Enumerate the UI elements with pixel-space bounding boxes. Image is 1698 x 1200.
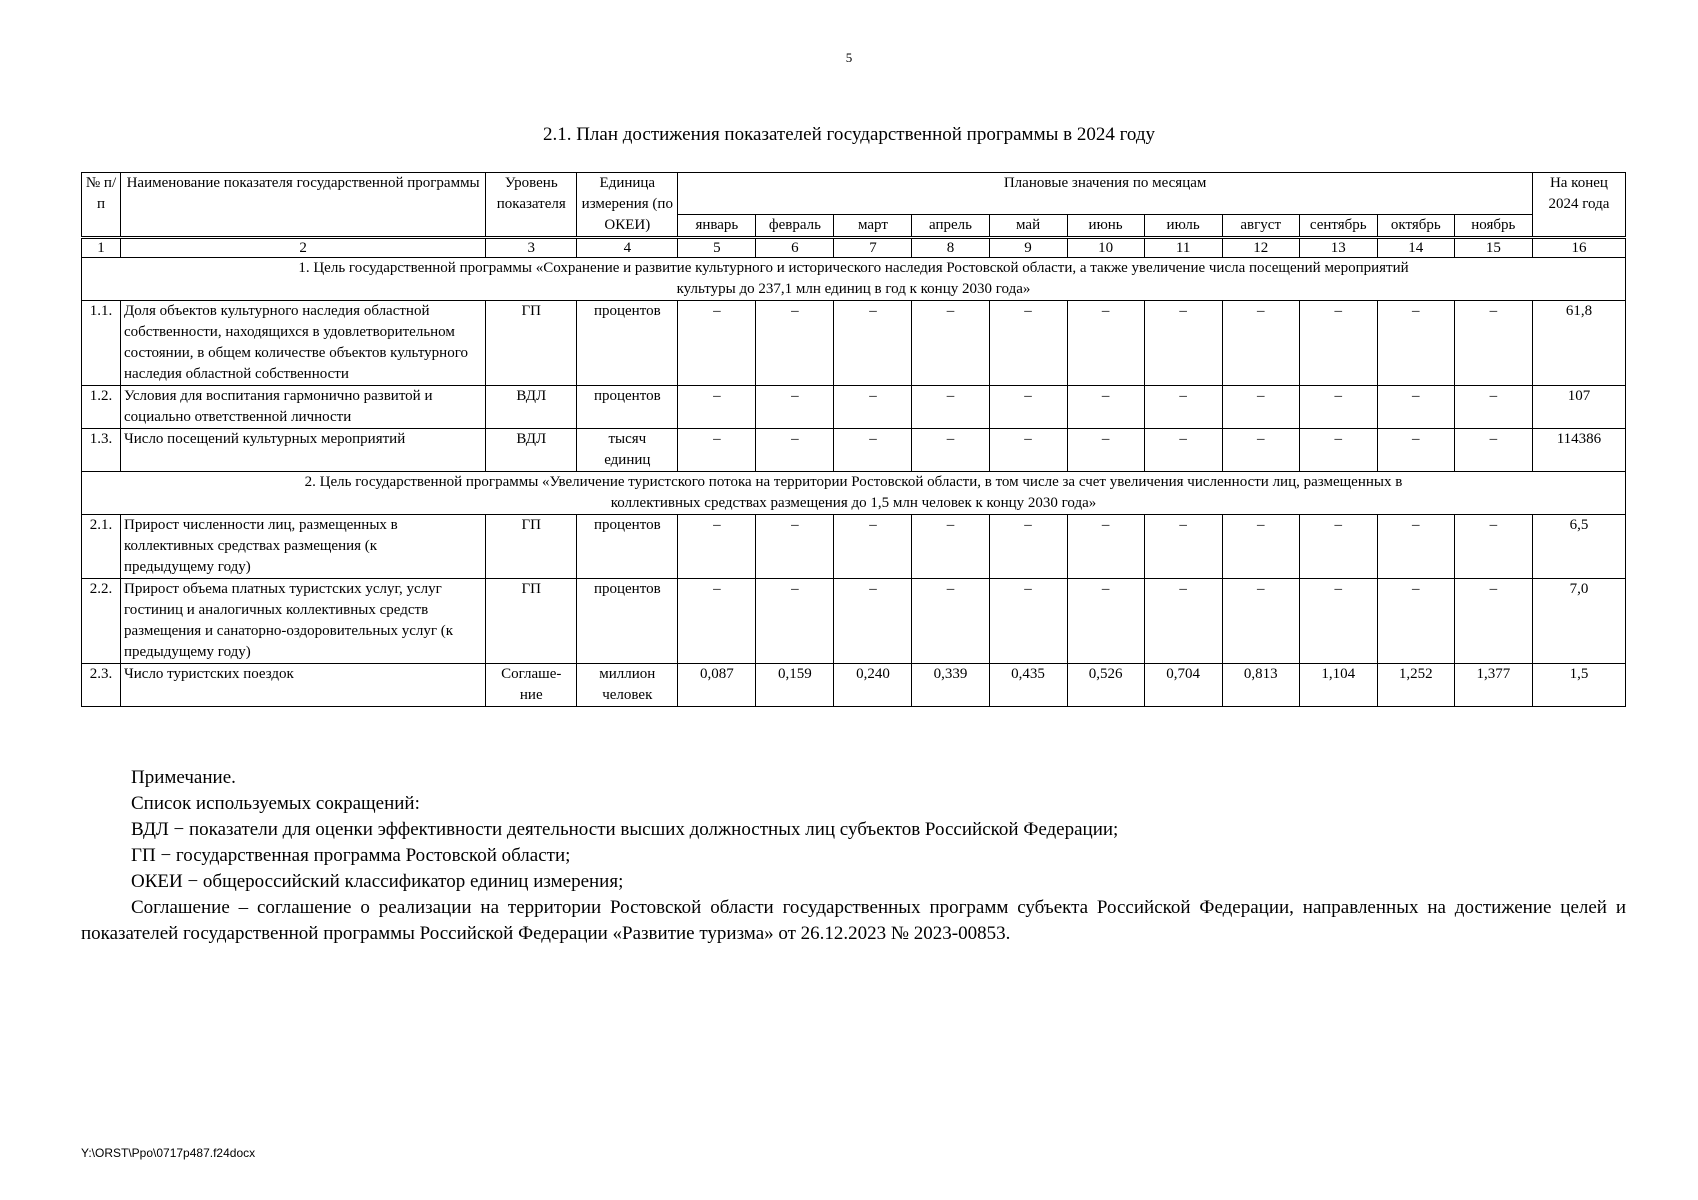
abbreviation-item: ГП − государственная программа Ростовской области; xyxy=(131,845,571,866)
indicator-name: Прирост численности лиц, размещенных в коллективных средствах размещения (к предыдущему году) xyxy=(121,515,486,579)
month-value: 1,252 xyxy=(1377,664,1454,707)
column-number: 1 xyxy=(82,238,121,258)
column-number: 8 xyxy=(912,238,989,258)
month-value: – xyxy=(1454,386,1532,429)
month-value: – xyxy=(756,429,834,472)
month-value: 0,240 xyxy=(834,664,912,707)
month-value: – xyxy=(1299,301,1377,386)
header-month: март xyxy=(834,215,912,238)
table-row xyxy=(82,386,1626,429)
column-number: 14 xyxy=(1377,238,1454,258)
column-number: 6 xyxy=(756,238,834,258)
month-value: – xyxy=(989,429,1067,472)
end-year-value: 7,0 xyxy=(1532,579,1625,664)
month-value: – xyxy=(1377,579,1454,664)
month-value: – xyxy=(834,386,912,429)
month-value: 0,087 xyxy=(678,664,756,707)
month-value: – xyxy=(1222,386,1299,429)
month-value: – xyxy=(1299,579,1377,664)
indicator-name: Прирост объема платных туристских услуг, услуг гостиниц и аналогичных коллективных средств размещения и санаторно-оздоровительных услуг (к предыдущему году) xyxy=(121,579,486,664)
month-value: – xyxy=(1067,429,1144,472)
indicator-unit: миллион человек xyxy=(577,664,678,707)
month-value: – xyxy=(989,515,1067,579)
month-value: – xyxy=(1144,429,1222,472)
month-value: – xyxy=(1222,515,1299,579)
month-value: – xyxy=(678,579,756,664)
month-value: – xyxy=(756,301,834,386)
column-number: 13 xyxy=(1299,238,1377,258)
end-year-value: 1,5 xyxy=(1532,664,1625,707)
month-value: – xyxy=(834,301,912,386)
table-row xyxy=(82,579,1626,664)
end-year-value: 61,8 xyxy=(1532,301,1625,386)
goal-row xyxy=(82,472,1626,515)
header-month: апрель xyxy=(912,215,989,238)
column-number: 12 xyxy=(1222,238,1299,258)
month-value: – xyxy=(1454,429,1532,472)
header-month: июнь xyxy=(1067,215,1144,238)
header-month: ноябрь xyxy=(1454,215,1532,238)
header-level: Уровень показателя xyxy=(486,173,577,238)
indicator-level: ГП xyxy=(486,579,577,664)
header-month: июль xyxy=(1144,215,1222,238)
indicator-unit: процентов xyxy=(577,579,678,664)
month-value: 0,813 xyxy=(1222,664,1299,707)
table-row xyxy=(82,515,1626,579)
column-number: 5 xyxy=(678,238,756,258)
month-value: – xyxy=(678,429,756,472)
month-value: – xyxy=(1144,301,1222,386)
column-number: 7 xyxy=(834,238,912,258)
goal-row xyxy=(82,258,1626,301)
month-value: – xyxy=(1377,301,1454,386)
header-month: август xyxy=(1222,215,1299,238)
header-row xyxy=(82,173,1626,215)
column-number: 4 xyxy=(577,238,678,258)
column-number: 16 xyxy=(1532,238,1625,258)
month-value: – xyxy=(1067,386,1144,429)
header-month: сентябрь xyxy=(1299,215,1377,238)
header-unit: Единица измерения (по ОКЕИ) xyxy=(577,173,678,238)
table-row xyxy=(82,301,1626,386)
indicator-level: ГП xyxy=(486,515,577,579)
indicator-level: Соглаше-ние xyxy=(486,664,577,707)
abbreviations-title: Список используемых сокращений: xyxy=(131,793,420,814)
row-number: 2.2. xyxy=(82,579,121,664)
column-number: 3 xyxy=(486,238,577,258)
month-value: – xyxy=(756,515,834,579)
month-value: 0,159 xyxy=(756,664,834,707)
month-value: – xyxy=(1454,301,1532,386)
month-value: – xyxy=(1299,515,1377,579)
abbreviation-item: ОКЕИ − общероссийский классификатор единиц измерения; xyxy=(131,871,624,892)
indicator-unit: тысяч единиц xyxy=(577,429,678,472)
row-number: 1.3. xyxy=(82,429,121,472)
indicator-level: ГП xyxy=(486,301,577,386)
header-num: № п/п xyxy=(82,173,121,238)
month-value: – xyxy=(1144,386,1222,429)
indicator-unit: процентов xyxy=(577,386,678,429)
month-value: – xyxy=(1377,515,1454,579)
month-value: 1,104 xyxy=(1299,664,1377,707)
month-value: – xyxy=(834,579,912,664)
goal-1: 1. Цель государственной программы «Сохранение и развитие культурного и исторического наследия Ростовской области, а также увеличение числа посещений мероприятий культуры до 237,1 млн единиц в год к концу 2030 года» xyxy=(82,258,1626,301)
month-value: 0,339 xyxy=(912,664,989,707)
month-value: 0,435 xyxy=(989,664,1067,707)
table-row xyxy=(82,664,1626,707)
indicator-level: ВДЛ xyxy=(486,386,577,429)
column-number: 2 xyxy=(121,238,486,258)
month-value: – xyxy=(912,579,989,664)
month-value: – xyxy=(1067,579,1144,664)
row-number: 2.3. xyxy=(82,664,121,707)
month-value: – xyxy=(912,429,989,472)
column-numbers-row xyxy=(82,238,1626,258)
row-number: 1.2. xyxy=(82,386,121,429)
indicator-name: Число туристских поездок xyxy=(121,664,486,707)
indicator-unit: процентов xyxy=(577,301,678,386)
month-value: – xyxy=(1299,386,1377,429)
row-number: 2.1. xyxy=(82,515,121,579)
month-value: – xyxy=(1454,579,1532,664)
month-value: – xyxy=(1222,579,1299,664)
header-end: На конец 2024 года xyxy=(1532,173,1625,238)
month-value: – xyxy=(1222,301,1299,386)
month-value: – xyxy=(1067,515,1144,579)
month-value: – xyxy=(678,515,756,579)
month-value: – xyxy=(1067,301,1144,386)
month-value: – xyxy=(1299,429,1377,472)
indicator-name: Число посещений культурных мероприятий xyxy=(121,429,486,472)
header-plan: Плановые значения по месяцам xyxy=(678,173,1533,215)
month-value: – xyxy=(678,386,756,429)
row-number: 1.1. xyxy=(82,301,121,386)
month-value: – xyxy=(912,301,989,386)
abbreviation-item: Соглашение – соглашение о реализации на территории Ростовской области государственных программ субъекта Российской Федерации, направленных на достижение целей и показателей государственной программы Российской Федерации «Развитие туризма» от 26.12.2023 № 2023-00853. xyxy=(81,897,1626,944)
end-year-value: 114386 xyxy=(1532,429,1625,472)
month-value: – xyxy=(834,515,912,579)
indicator-name: Доля объектов культурного наследия областной собственности, находящихся в удовлетворительном состоянии, в общем количестве объектов культурного наследия областной собственности xyxy=(121,301,486,386)
goal-2: 2. Цель государственной программы «Увеличение туристского потока на территории Ростовской области, в том числе за счет увеличения численности лиц, размещенных в коллективных средствах размещения до 1,5 млн человек к концу 2030 года» xyxy=(82,472,1626,515)
column-number: 15 xyxy=(1454,238,1532,258)
notes-heading: Примечание. xyxy=(131,767,236,788)
file-path-footer: Y:\ORST\Ppo\0717p487.f24docx xyxy=(81,1146,256,1160)
month-value: – xyxy=(756,579,834,664)
end-year-value: 6,5 xyxy=(1532,515,1625,579)
header-month: февраль xyxy=(756,215,834,238)
header-month: январь xyxy=(678,215,756,238)
end-year-value: 107 xyxy=(1532,386,1625,429)
header-name: Наименование показателя государственной программы xyxy=(121,173,486,238)
month-value: – xyxy=(1377,386,1454,429)
month-value: – xyxy=(1454,515,1532,579)
month-value: – xyxy=(1144,579,1222,664)
column-number: 10 xyxy=(1067,238,1144,258)
month-value: – xyxy=(1377,429,1454,472)
month-value: – xyxy=(912,515,989,579)
month-value: – xyxy=(1144,515,1222,579)
month-value: 0,704 xyxy=(1144,664,1222,707)
column-number: 9 xyxy=(989,238,1067,258)
month-value: – xyxy=(989,301,1067,386)
month-value: – xyxy=(756,386,834,429)
indicator-unit: процентов xyxy=(577,515,678,579)
indicators-plan-table xyxy=(81,172,1626,707)
header-month: октябрь xyxy=(1377,215,1454,238)
page-number: 5 xyxy=(845,50,853,65)
page-title: 2.1. План достижения показателей государственной программы в 2024 году xyxy=(542,124,1156,145)
column-number: 11 xyxy=(1144,238,1222,258)
month-value: – xyxy=(834,429,912,472)
table-row xyxy=(82,429,1626,472)
month-value: – xyxy=(989,386,1067,429)
notes-section xyxy=(81,765,1626,947)
abbreviation-item: ВДЛ − показатели для оценки эффективности деятельности высших должностных лиц субъектов Российской Федерации; xyxy=(131,819,1119,840)
header-month: май xyxy=(989,215,1067,238)
indicator-name: Условия для воспитания гармонично развитой и социально ответственной личности xyxy=(121,386,486,429)
month-value: – xyxy=(1222,429,1299,472)
month-value: – xyxy=(678,301,756,386)
month-value: 1,377 xyxy=(1454,664,1532,707)
month-value: – xyxy=(989,579,1067,664)
month-value: 0,526 xyxy=(1067,664,1144,707)
indicator-level: ВДЛ xyxy=(486,429,577,472)
month-value: – xyxy=(912,386,989,429)
